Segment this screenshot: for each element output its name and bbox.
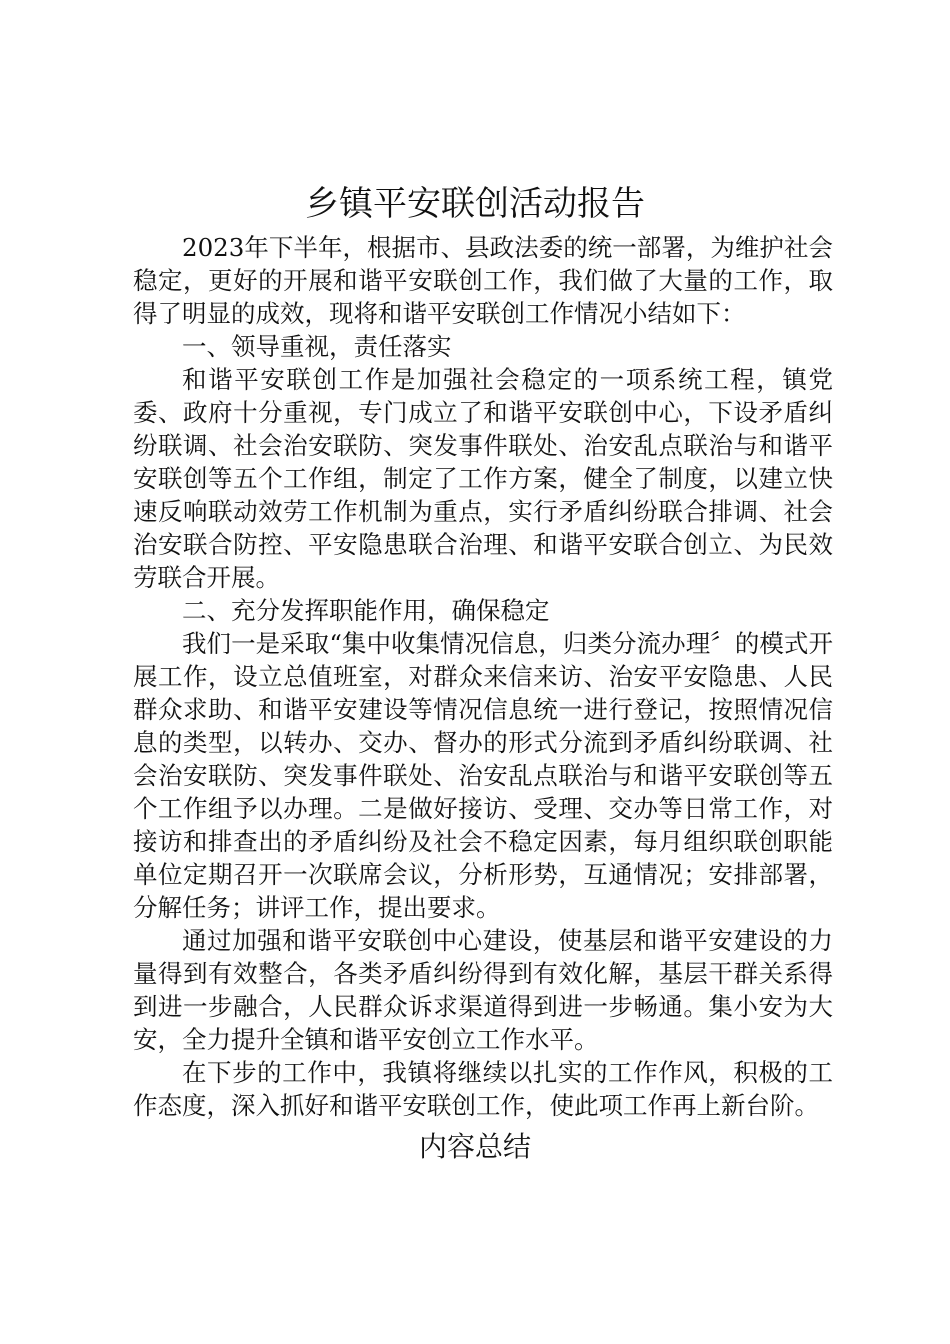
section-heading-1: 一、领导重视，责任落实	[182, 332, 452, 361]
section-heading-2: 二、充分发挥职能作用，确保稳定	[182, 596, 550, 625]
document-body	[133, 231, 833, 1122]
paragraph-next-steps: 在下步的工作中，我镇将继续以扎实的工作作风，积极的工作态度，深入抓好和谐平安联创工作，使此项工作再上新台阶。	[133, 1058, 833, 1120]
paragraph-section-2: 我们一是采取“集中收集情况信息，归类分流办理〞的模式开展工作，设立总值班室，对群众来信来访、治安平安隐患、人民群众求助、和谐平安建设等情况信息统一进行登记，按照情况信息的类型，以转办、交办、督办的形式分流到矛盾纠纷联调、社会治安联防、突发事件联处、治安乱点联治与和谐平安联创等五个工作组予以办理。二是做好接访、受理、交办等日常工作，对接访和排查出的矛盾纠纷及社会不稳定因素，每月组织联创职能单位定期召开一次联席会议，分析形势，互通情况；安排部署，分解任务；讲评工作，提出要求。	[133, 629, 833, 922]
paragraph-section-1: 和谐平安联创工作是加强社会稳定的一项系统工程，镇党委、政府十分重视，专门成立了和谐平安联创中心，下设矛盾纠纷联调、社会治安联防、突发事件联处、治安乱点联治与和谐平安联创等五个工作组，制定了工作方案，健全了制度，以建立快速反响联动效劳工作机制为重点，实行矛盾纠纷联合排调、社会治安联合防控、平安隐患联合治理、和谐平安联合创立、为民效劳联合开展。	[133, 365, 833, 592]
document-title: 乡镇平安联创活动报告	[305, 184, 645, 224]
paragraph-results: 通过加强和谐平安联创中心建设，使基层和谐平安建设的力量得到有效整合，各类矛盾纠纷得到有效化解，基层干群关系得到进一步融合，人民群众诉求渠道得到进一步畅通。集小安为大安，全力提升全镇和谐平安创立工作水平。	[133, 926, 833, 1054]
paragraph-intro: 2023年下半年，根据市、县政法委的统一部署，为维护社会稳定，更好的开展和谐平安联创工作，我们做了大量的工作，取得了明显的成效，现将和谐平安联创工作情况小结如下：	[133, 233, 833, 328]
summary-heading: 内容总结	[418, 1130, 531, 1163]
